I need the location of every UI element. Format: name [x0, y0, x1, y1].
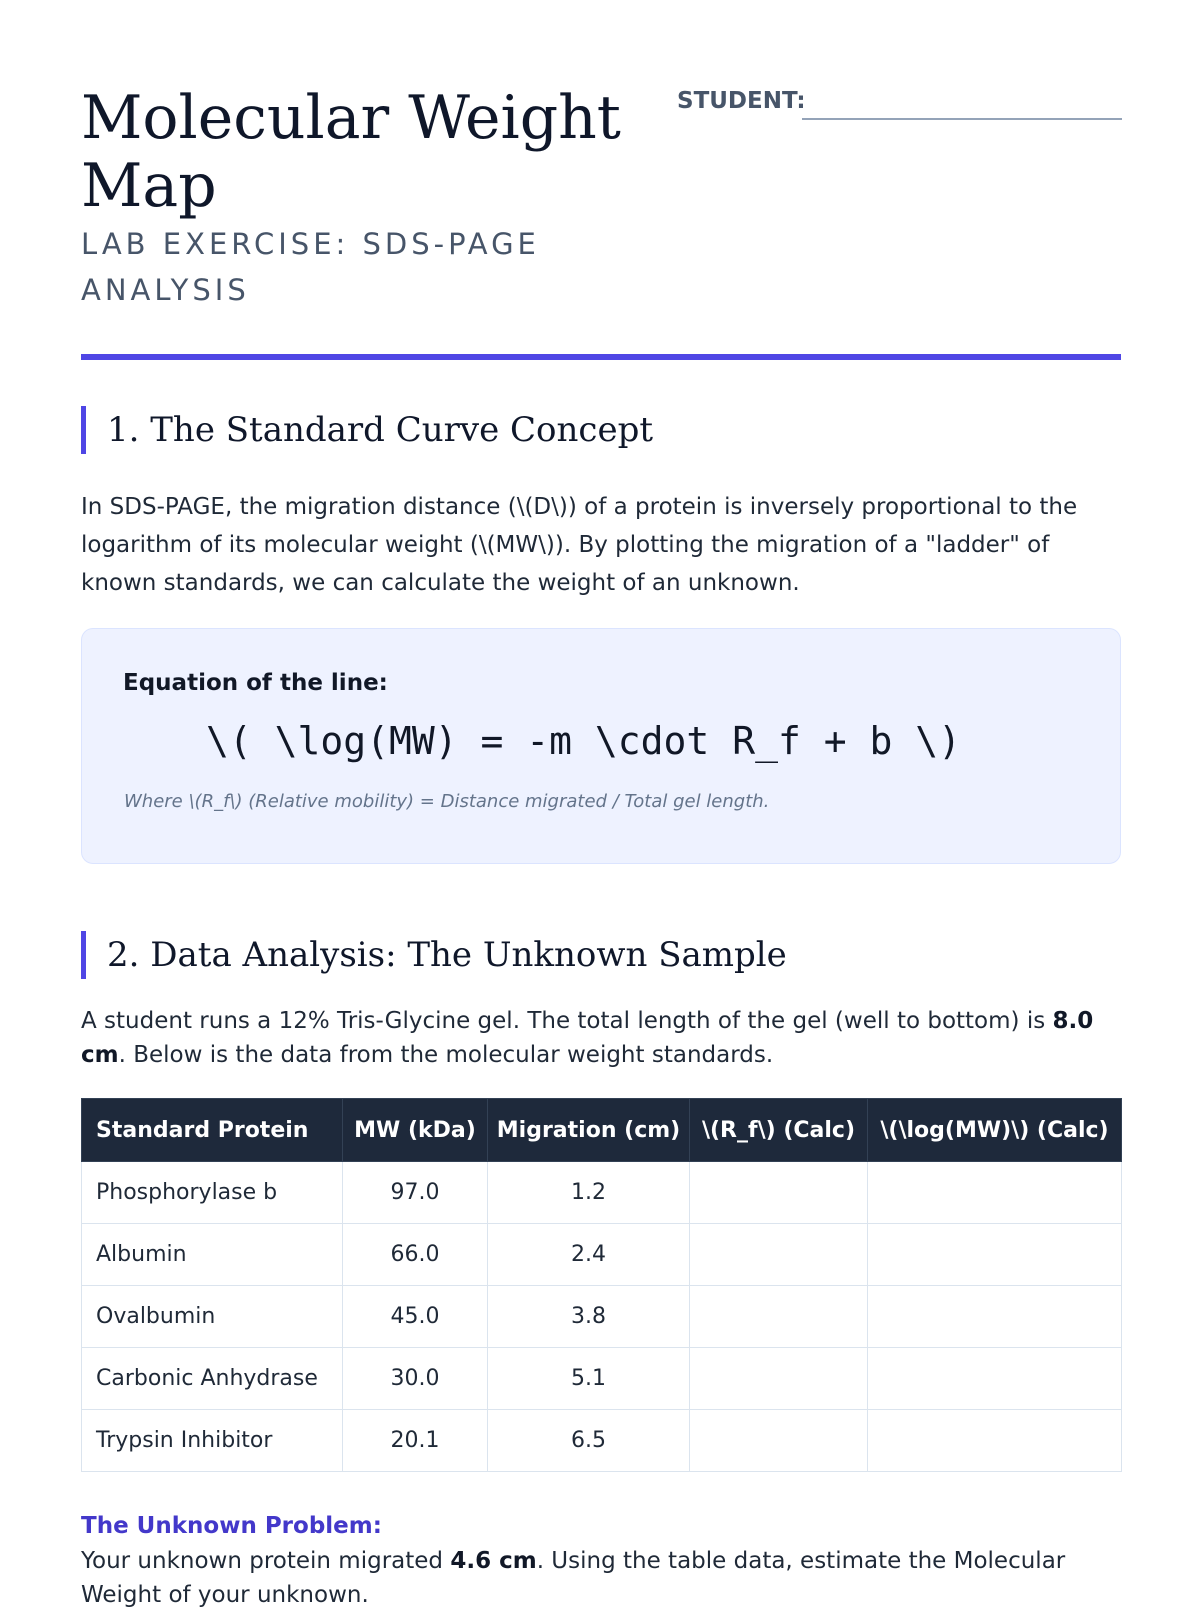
molecular-weight-cell: 45.0	[343, 1286, 488, 1348]
migration-header: Migration (cm)	[488, 1099, 690, 1162]
log-molecular-weight-header: \(\log(MW)\) (Calc)	[868, 1099, 1122, 1162]
table-row	[82, 1162, 1122, 1224]
unknown-problem-text	[81, 1544, 1121, 1612]
protein-name-cell: Ovalbumin	[82, 1286, 343, 1348]
gel-length-value: 8.0 cm	[81, 1008, 1094, 1068]
relative-mobility-answer-cell[interactable]	[690, 1348, 868, 1410]
gel-description-start: A student runs a 12% Tris-Glycine gel. The total length of the gel (well to bottom) is	[81, 1008, 1053, 1034]
worksheet-header	[81, 84, 1121, 359]
section-two-title	[81, 931, 1121, 979]
molecular-weight-cell: 97.0	[343, 1162, 488, 1224]
table-row	[82, 1348, 1122, 1410]
equation-callout	[81, 628, 1121, 864]
relative-mobility-answer-cell[interactable]	[690, 1162, 868, 1224]
molecular-weight-standards-table	[81, 1098, 1122, 1472]
protein-name-cell: Phosphorylase b	[82, 1162, 343, 1224]
standard-curve-paragraph: In SDS-PAGE, the migration distance (\(D\)) of a protein is inversely proportional to the logarithm of its molecular weight (\(MW\)). By plotting the migration of a "ladder" of known standards, we can calculate the weight of an unknown.	[81, 494, 1078, 596]
section-accent-bar	[81, 406, 86, 454]
protein-name-cell: Carbonic Anhydrase	[82, 1348, 343, 1410]
log-molecular-weight-answer-cell[interactable]	[868, 1410, 1122, 1472]
unknown-migration-value: 4.6 cm	[450, 1548, 537, 1574]
section-one-heading: 1. The Standard Curve Concept	[107, 410, 654, 450]
unknown-problem-start: Your unknown protein migrated	[81, 1548, 451, 1574]
protein-name-cell: Albumin	[82, 1224, 343, 1286]
protein-name-cell: Trypsin Inhibitor	[82, 1410, 343, 1472]
student-name-blank	[802, 118, 1122, 120]
standard-protein-header: Standard Protein	[82, 1099, 343, 1162]
table-header-row	[82, 1099, 1122, 1162]
migration-cell: 6.5	[488, 1410, 690, 1472]
relative-mobility-answer-cell[interactable]	[690, 1286, 868, 1348]
relative-mobility-answer-cell[interactable]	[690, 1410, 868, 1472]
table-row	[82, 1224, 1122, 1286]
relative-mobility-note: Where \(R_f\) (Relative mobility) = Distance migrated / Total gel length.	[124, 791, 770, 812]
equation-label: Equation of the line:	[123, 670, 388, 696]
migration-cell: 3.8	[488, 1286, 690, 1348]
worksheet-page	[81, 0, 1121, 1608]
molecular-weight-header: MW (kDa)	[343, 1099, 488, 1162]
log-molecular-weight-answer-cell[interactable]	[868, 1286, 1122, 1348]
student-label: STUDENT:	[677, 88, 806, 114]
log-molecular-weight-answer-cell[interactable]	[868, 1224, 1122, 1286]
log-molecular-weight-answer-cell[interactable]	[868, 1348, 1122, 1410]
line-equation: \( \log(MW) = -m \cdot R_f + b \)	[206, 719, 961, 763]
gel-description-end: . Below is the data from the molecular weight standards.	[118, 1042, 774, 1068]
relative-mobility-header: \(R_f\) (Calc)	[690, 1099, 868, 1162]
section-accent-bar	[81, 931, 86, 979]
section-two-heading: 2. Data Analysis: The Unknown Sample	[107, 935, 787, 975]
unknown-problem-end: . Using the table data, estimate the Molecular Weight of your unknown.	[81, 1548, 1066, 1608]
migration-cell: 5.1	[488, 1348, 690, 1410]
header-divider	[81, 354, 1121, 360]
section-one-title	[81, 406, 1121, 454]
molecular-weight-cell: 66.0	[343, 1224, 488, 1286]
relative-mobility-answer-cell[interactable]	[690, 1224, 868, 1286]
page-title: Molecular Weight Map	[81, 83, 621, 221]
migration-cell: 2.4	[488, 1224, 690, 1286]
table-row	[82, 1410, 1122, 1472]
migration-cell: 1.2	[488, 1162, 690, 1224]
log-molecular-weight-answer-cell[interactable]	[868, 1162, 1122, 1224]
unknown-problem-title: The Unknown Problem:	[81, 1513, 382, 1539]
molecular-weight-cell: 30.0	[343, 1348, 488, 1410]
molecular-weight-cell: 20.1	[343, 1410, 488, 1472]
page-subtitle: LAB EXERCISE: SDS-PAGE ANALYSIS	[81, 227, 540, 307]
table-row	[82, 1286, 1122, 1348]
gel-description	[81, 1004, 1121, 1072]
